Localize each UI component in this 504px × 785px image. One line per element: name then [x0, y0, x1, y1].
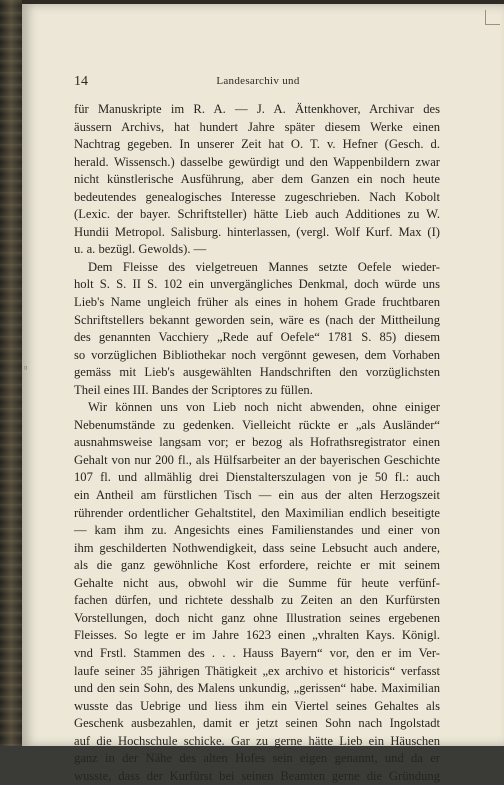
margin-pencil-mark: ᴵᴵ: [24, 364, 28, 374]
text-line: Gehalte nicht aus, obwohl wir die Summe für heute verfünf-: [74, 575, 440, 590]
text-line: Theil eines III. Bandes der Scriptores zu füllen.: [74, 382, 313, 397]
text-line: wusste das Uebrige und liess ihm ein Viertel seines Gehaltes als: [74, 698, 440, 713]
text-line: Dem Fleisse des vielgetreuen Mannes setzte Oefele wieder-: [88, 259, 440, 274]
text-line: des genannten Vacchiery „Rede auf Oefele“ 1781 S. 85) diesem: [74, 330, 440, 345]
page-sheet: [22, 4, 504, 783]
text-line: Geschenk ausbezahlen, damit er jetzt seinen Sohn nach Ingolstadt: [74, 716, 440, 731]
text-line: Wir können uns von Lieb noch nicht abwenden, ohne einiger: [88, 400, 440, 415]
text-line: — kam ihm zu. Angesichts eines Familienstandes und einer von: [74, 523, 440, 538]
text-line: als die ganz gewöhnliche Kost erfordere, reichte er mit seinem: [74, 558, 440, 573]
text-line: wusste, dass der Kurfürst bei seinen Beamten gerne die Gründung: [74, 768, 440, 783]
text-line: ein Antheil am fürstlichen Tisch — ein aus der alten Herzogszeit: [74, 488, 440, 503]
text-line: für Manuskripte im R. A. — J. A. Ättenkhover, Archivar des: [74, 102, 440, 116]
text-line: bedeutendes genealogisches Interesse zugeschrieben. Nach Kobolt: [74, 189, 440, 204]
text-line: Gehalt von nur 200 fl., als Hülfsarbeiter an der bayerischen Geschichte: [74, 452, 440, 467]
page-number: 14: [74, 74, 88, 89]
text-line: äussern Archivs, hat hundert Jahre später diesem Werke einen: [74, 119, 440, 134]
text-line: herald. Wissensch.) dasselbe gewürdigt und den Wappenbildern zwar: [74, 154, 440, 169]
text-line: holt S. S. II S. 102 ein unvergängliches Denkmal, doch würde uns: [74, 277, 440, 292]
text-line: ganz in der Nähe des alten Hofes sein eigen genannt, und da er: [74, 751, 440, 766]
text-line: Schriftstellers bekannt geworden sein, wäre es (nach der Mittheilung: [74, 312, 440, 327]
text-line: Nachtrag gegeben. In unserer Zeit hat O. T. v. Hefner (Gesch. d.: [74, 137, 440, 152]
text-line: (Lexic. der bayer. Schriftsteller) hätte Lieb auch Additiones zu W.: [74, 207, 440, 222]
running-head: [58, 74, 458, 94]
book-binding-edge: [0, 0, 22, 746]
text-line: Vorstellungen, doch nicht ganz ohne Illustration seines ergebenen: [74, 610, 440, 625]
text-line: ihm geschilderten Nothwendigkeit, dass seine Lebsucht auch andere,: [74, 540, 440, 555]
text-line: 107 fl. und allmählig drei Dienstalterszulagen von je 50 fl.: auch: [74, 470, 440, 485]
text-line: auf die Hochschule schicke. Gar zu gerne hätte Lieb ein Häuschen: [74, 733, 440, 748]
text-line: fachen dürfen, und richtete desshalb zu Zeiten an den Kurfürsten: [74, 593, 440, 608]
text-line: rührender ordentlicher Gehaltstitel, den Maximilian endlich beseitigte: [74, 505, 440, 520]
page-corner-fold: [485, 10, 500, 25]
text-line: Lieb's Name ungleich früher als eines in hohem Grade fruchtbaren: [74, 295, 440, 310]
text-line: u. a. bezügl. Gewolds). —: [74, 242, 207, 257]
text-line: und den sein Sohn, des Malens unkundig, „gerissen“ habe. Maximilian: [74, 681, 440, 696]
text-line: ausnahmsweise langsam vor; er bezog als Hofrathsregistrator einen: [74, 435, 440, 450]
text-line: gemäss mit Lieb's ausgewählten Handschriften den vorzüglichsten: [74, 365, 440, 380]
text-line: Nebenumstände zu gedenken. Vielleicht rückte er „als Ausländer“: [74, 417, 440, 432]
text-line: Fleisses. So legte er im Jahre 1623 einen „vhralten Kays. Königl.: [74, 628, 440, 643]
body-text: [74, 101, 440, 785]
text-line: so vorzüglichen Bibliothekar noch vergönnt gewesen, dem Vorhaben: [74, 347, 440, 362]
text-line: nicht künstlerische Ausführung, aber dem Ganzen ein noch heute: [74, 172, 440, 187]
text-line: vnd Frstl. Stammen des . . . Hauss Bayern“ vor, den er im Ver-: [74, 645, 440, 660]
running-head-title: Landesarchiv und: [216, 75, 300, 87]
text-line: Hundii Metropol. Salisburg. hinterlassen, (vergl. Wolf Kurf. Max (I): [74, 224, 440, 239]
text-line: laufe seiner 35 jährigen Thätigkeit „ex archivo et historicis“ verfasst: [74, 663, 440, 678]
